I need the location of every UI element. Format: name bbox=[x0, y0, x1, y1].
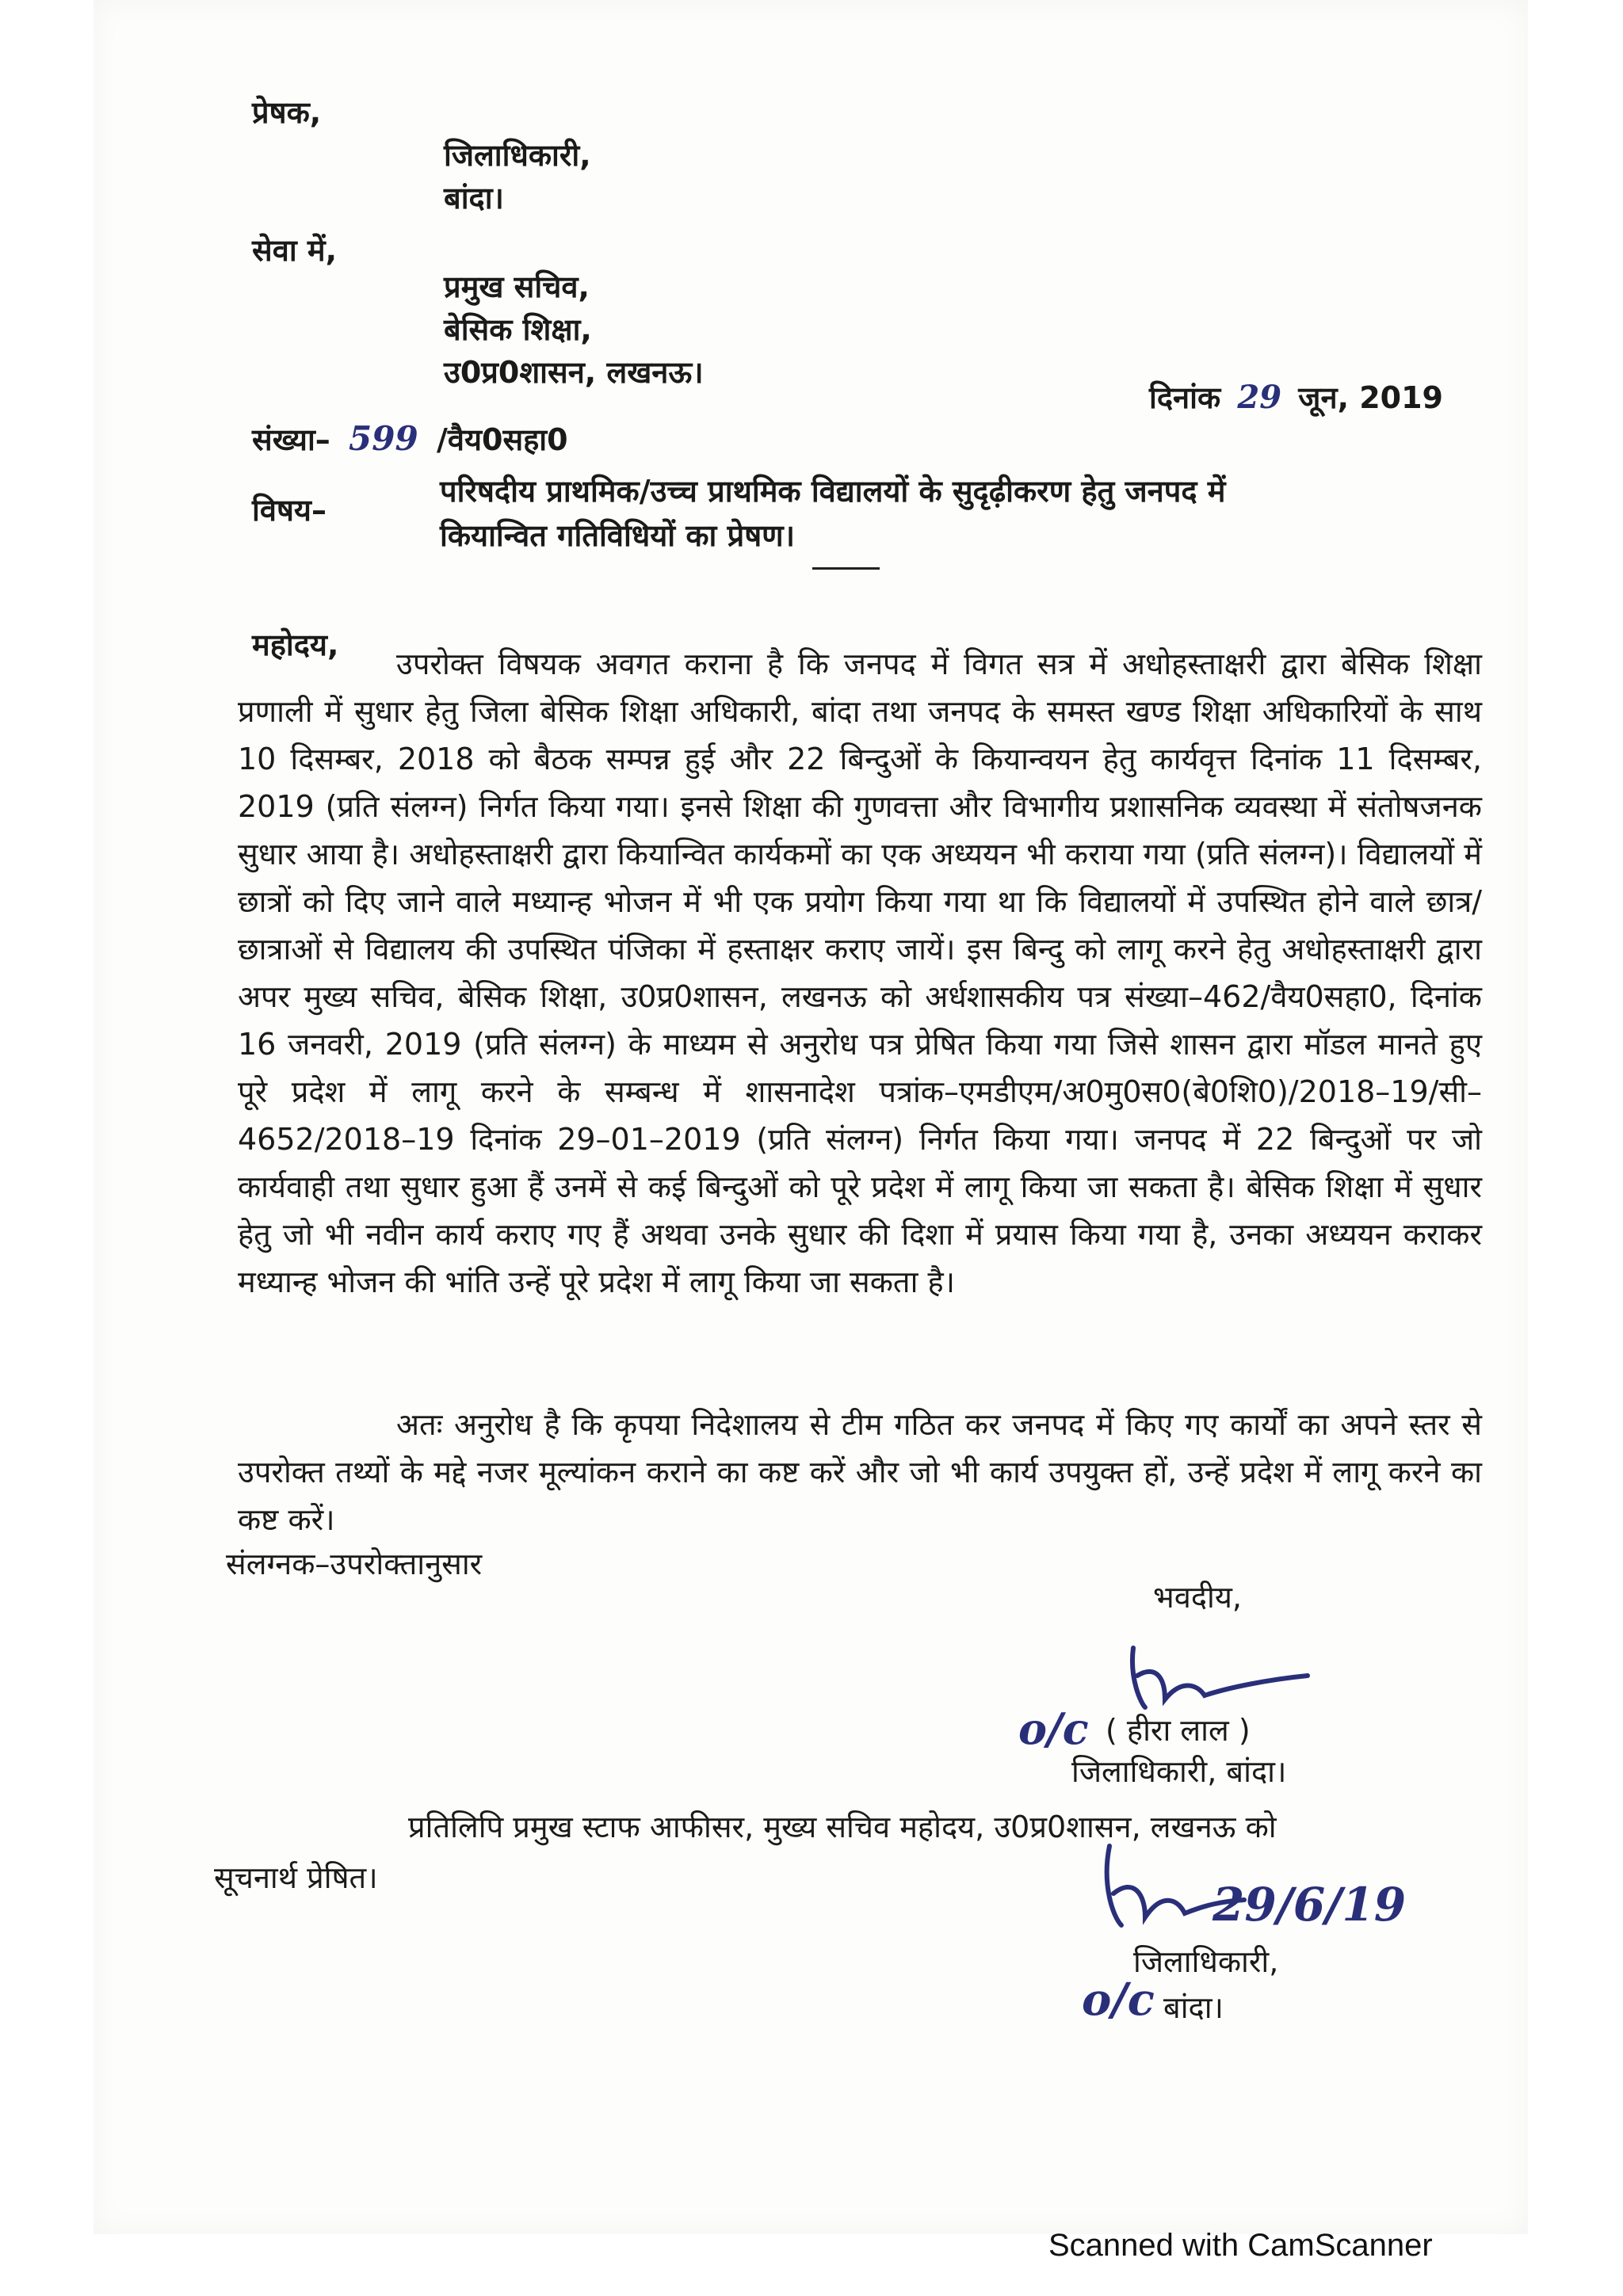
paragraph-2-text: अतः अनुरोध है कि कृपया निदेशालय से टीम गठित कर जनपद में किए गए कार्यों का अपने स्तर से उपरोक्त तथ्यों के मद्दे नजर मूल्यांकन कराने का कष्ट करें और जो भी कार्य उपयुक्त हों, उन्हें प्रदेश में लागू करने का कष्ट करें। bbox=[238, 1407, 1482, 1537]
number-line bbox=[252, 420, 568, 459]
copy-line1: प्रतिलिपि प्रमुख स्टाफ आफीसर, मुख्य सचिव महोदय, उ0प्र0शासन, लखनऊ को bbox=[408, 1810, 1277, 1844]
salutation: महोदय, bbox=[252, 627, 339, 662]
sender-label: प्रेषक, bbox=[252, 95, 322, 130]
signature-mark: o/c bbox=[1018, 1703, 1089, 1754]
copy-sign-mark: o/c bbox=[1082, 1974, 1155, 2026]
subject-label: विषय– bbox=[252, 493, 327, 528]
signer-title: जिलाधिकारी, बांदा। bbox=[1071, 1754, 1287, 1789]
page-margin bbox=[1528, 0, 1623, 2296]
copy-signer-title: जिलाधिकारी, bbox=[1133, 1944, 1279, 1979]
signer-name: ( हीरा लाल ) bbox=[1106, 1713, 1251, 1748]
date-line bbox=[1149, 379, 1443, 417]
recipient-line2: बेसिक शिक्षा, bbox=[444, 312, 592, 347]
date-prefix: दिनांक bbox=[1149, 380, 1221, 415]
signature-graphic bbox=[1109, 1632, 1316, 1719]
number-label: संख्या– bbox=[252, 422, 330, 457]
recipient-line3: उ0प्र0शासन, लखनऊ। bbox=[444, 355, 704, 390]
body-paragraph-1 bbox=[238, 640, 1482, 1306]
recipient-line1: प्रमुख सचिव, bbox=[444, 269, 590, 304]
subject-underline bbox=[812, 567, 880, 570]
copy-line2: सूचनार्थ प्रेषित। bbox=[214, 1860, 378, 1895]
paragraph-1-text: उपरोक्त विषयक अवगत कराना है कि जनपद में विगत सत्र में अधोहस्ताक्षरी द्वारा बेसिक शिक्षा प्रणाली में सुधार हेतु जिला बेसिक शिक्षा अधिकारी, बांदा तथा जनपद के समस्त खण्ड शिक्षा अधिकारियों के साथ 10 दिसम्बर, 2018 को बैठक सम्पन्न हुई और 22 बिन्दुओं के कियान्वयन हेतु कार्यवृत्त दिनांक 11 दिसम्बर, 2019 (प्रति संलग्न) निर्गत किया गया। इनसे शिक्षा की गुणवत्ता और विभागीय प्रशासनिक व्यवस्था में संतोषजनक सुधार आया है। अधोहस्ताक्षरी द्वारा कियान्वित कार्यकमों का एक अध्ययन भी कराया गया (प्रति संलग्न)। विद्यालयों में छात्रों को दिए जाने वाले मध्यान्ह भोजन में भी एक प्रयोग किया गया था कि विद्यालयों में उपस्थित होने वाले छात्र/छात्राओं से विद्यालय की उपस्थित पंजिका में हस्ताक्षर कराए जायें। इस बिन्दु को लागू करने हेतु अधोहस्ताक्षरी द्वारा अपर मुख्य सचिव, बेसिक शिक्षा, उ0प्र0शासन, लखनऊ को अर्धशासकीय पत्र संख्या–462/वैय0सहा0, दिनांक 16 जनवरी, 2019 (प्रति संलग्न) के माध्यम से अनुरोध पत्र प्रेषित किया गया जिसे शासन द्वारा मॉडल मानते हुए पूरे प्रदेश में लागू करने के सम्बन्ध में शासनादेश पत्रांक–एमडीएम/अ0मु0स0(बे0शि0)/2018–19/सी–4652/2018–19 दिनांक 29–01–2019 (प्रति संलग्न) निर्गत किया गया। जनपद में 22 बिन्दुओं पर जो कार्यवाही तथा सुधार हुआ हैं उनमें से कई बिन्दुओं को पूरे प्रदेश में लागू किया जा सकता है। बेसिक शिक्षा में सुधार हेतु जो भी नवीन कार्य कराए गए हैं अथवा उनके सुधार की दिशा में प्रयास किया गया है, उनका अध्ययन कराकर मध्यान्ह भोजन की भांति उन्हें पूरे प्रदेश में लागू किया जा सकता है। bbox=[238, 646, 1482, 1299]
number-handwritten: 599 bbox=[349, 419, 418, 458]
closing: भवदीय, bbox=[1153, 1580, 1242, 1615]
enclosure-note: संलग्नक–उपरोक्तानुसार bbox=[226, 1547, 483, 1581]
date-suffix: जून, 2019 bbox=[1298, 380, 1443, 415]
sender-title: जिलाधिकारी, bbox=[444, 138, 591, 173]
body-paragraph-2 bbox=[238, 1401, 1482, 1543]
date-day-handwritten: 29 bbox=[1237, 379, 1282, 416]
scanner-watermark: Scanned with CamScanner bbox=[1048, 2228, 1433, 2263]
subject-line1: परिषदीय प्राथमिक/उच्च प्राथमिक विद्यालयों के सुदृढ़ीकरण हेतु जनपद में bbox=[440, 474, 1226, 509]
to-label: सेवा में, bbox=[252, 233, 338, 268]
copy-sign-date: 29/6/19 bbox=[1212, 1878, 1407, 1932]
sender-place: बांदा। bbox=[444, 181, 504, 215]
copy-signer-place: बांदा। bbox=[1163, 1990, 1224, 2025]
number-suffix: /वैय0सहा0 bbox=[436, 422, 568, 457]
subject-line2: कियान्वित गतिविधियों का प्रेषण। bbox=[440, 518, 796, 553]
